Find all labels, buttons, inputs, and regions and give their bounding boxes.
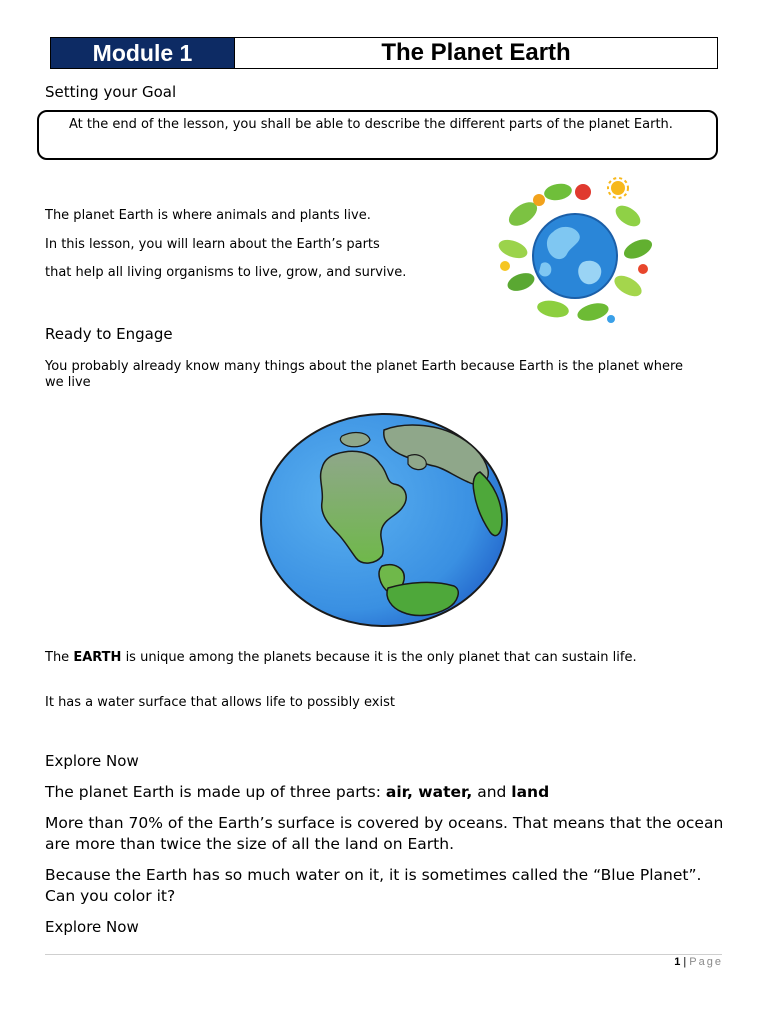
- page-number-value: 1: [674, 956, 681, 968]
- parts-bold-1: air, water,: [385, 783, 473, 801]
- footer-divider: [45, 954, 722, 955]
- blue-planet-text: Because the Earth has so much water on it, it is sometimes called the “Blue Planet”. Can you color it?: [45, 866, 702, 905]
- explore-heading: Explore Now: [45, 752, 139, 770]
- page-title: The Planet Earth: [381, 39, 571, 66]
- explore-heading-2: Explore Now: [45, 918, 139, 936]
- parts-text: [45, 782, 549, 803]
- intro-line-1: The planet Earth is where animals and plants live.: [45, 208, 371, 223]
- eco-globe-image: [483, 174, 663, 329]
- engage-text: You probably already know many things about the planet Earth because Earth is the planet where we live: [45, 359, 684, 390]
- unique-text: [45, 650, 715, 666]
- page-label: Page: [689, 956, 723, 968]
- intro-line-2: In this lesson, you will learn about the Earth’s parts: [45, 237, 380, 252]
- page-number: [674, 956, 723, 968]
- goal-heading: Setting your Goal: [45, 83, 177, 101]
- module-header: [50, 37, 718, 69]
- earth-globe-image: [258, 412, 510, 628]
- module-label: Module 1: [51, 38, 235, 68]
- water-text: It has a water surface that allows life to possibly exist: [45, 695, 395, 710]
- goal-box: [37, 110, 718, 160]
- page-separator: |: [680, 956, 690, 968]
- oceans-text: More than 70% of the Earth’s surface is covered by oceans. That means that the ocean are more than twice the size of all the land on Earth.: [45, 814, 724, 853]
- unique-prefix: The: [45, 650, 74, 665]
- unique-bold: EARTH: [73, 650, 122, 665]
- intro-line-3: that help all living organisms to live, grow, and survive.: [45, 265, 407, 280]
- goal-text: At the end of the lesson, you shall be able to describe the different parts of the planet Earth.: [69, 117, 673, 132]
- parts-mid: and: [472, 783, 512, 801]
- engage-heading: Ready to Engage: [45, 325, 173, 343]
- unique-suffix: is unique among the planets because it is the only planet that can sustain life.: [121, 650, 637, 665]
- parts-bold-2: land: [511, 783, 550, 801]
- parts-prefix: The planet Earth is made up of three parts:: [45, 783, 386, 801]
